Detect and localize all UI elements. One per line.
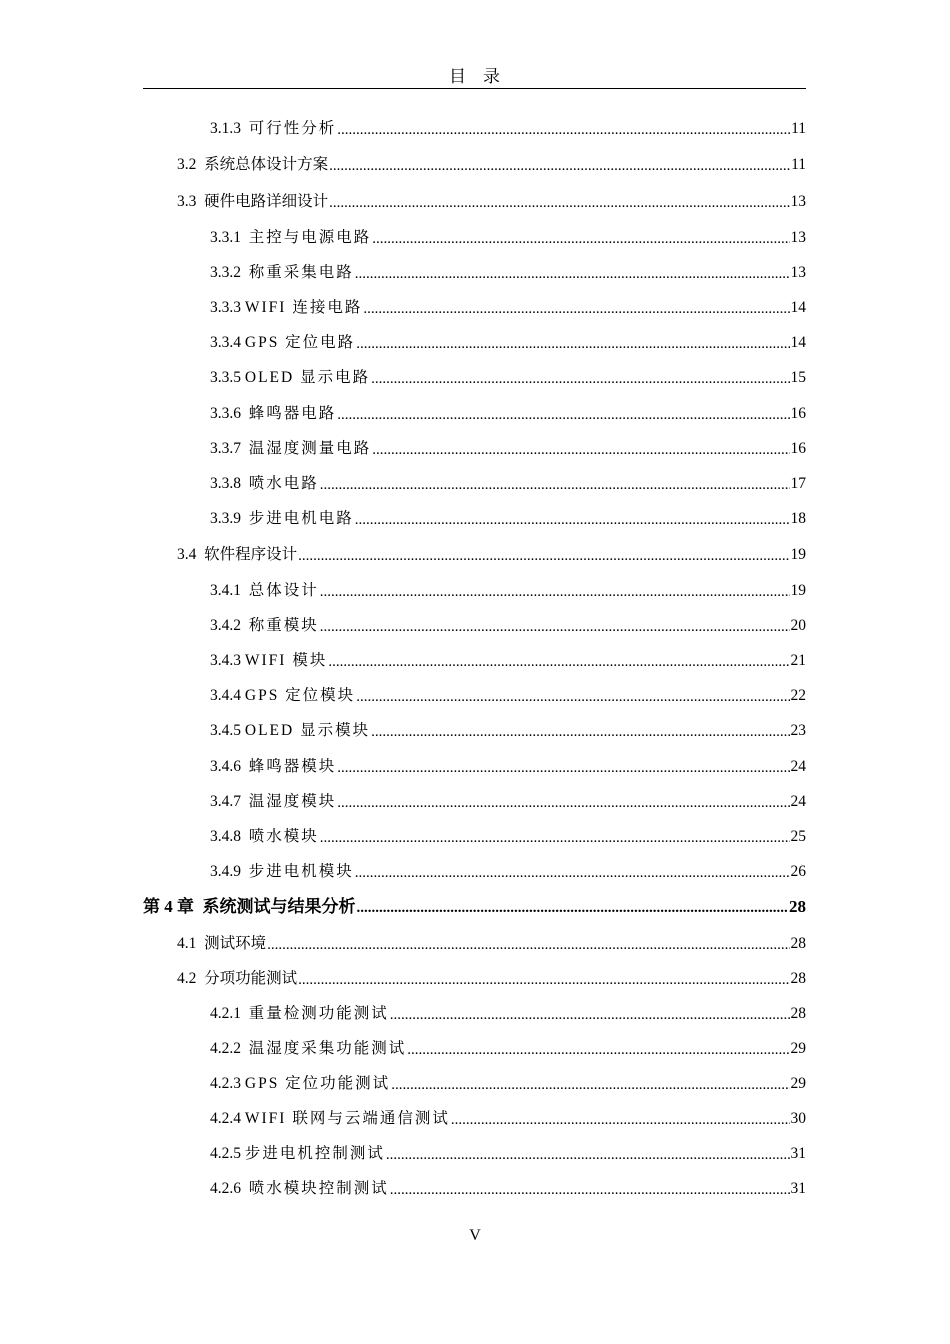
toc-entry-page: 28	[789, 897, 806, 916]
toc-entry-page: 22	[790, 687, 806, 704]
dot-leader	[356, 686, 789, 706]
dot-leader	[337, 119, 790, 139]
toc-entry-title: 软件程序设计	[204, 546, 298, 563]
toc-entry-number: 3.4.4	[210, 687, 241, 704]
toc-entry-page: 23	[790, 722, 806, 739]
toc-entry-number: 3.3	[177, 193, 197, 210]
toc-entry-title: 步进电机模块	[248, 863, 354, 880]
toc-entry-title: WIFI 模块	[244, 652, 328, 669]
toc-entry[interactable]	[210, 719, 806, 741]
toc-entry[interactable]	[210, 684, 806, 706]
toc-entry-title: 主控与电源电路	[248, 229, 372, 246]
toc-entry-number: 3.4.1	[210, 582, 241, 599]
toc-entry-number: 3.2	[177, 156, 197, 173]
toc-entry-page: 16	[790, 405, 806, 422]
dot-leader	[390, 1179, 790, 1199]
toc-entry[interactable]	[177, 543, 806, 565]
toc-entry-title: 温湿度采集功能测试	[248, 1040, 407, 1057]
dot-leader	[355, 509, 790, 529]
toc-entry-page: 13	[790, 264, 806, 281]
toc-entry-page: 16	[790, 440, 806, 457]
toc-entry-title: GPS 定位电路	[244, 334, 356, 351]
toc-entry[interactable]	[210, 1177, 806, 1199]
toc-entry-number: 4.2.2	[210, 1040, 241, 1057]
dot-leader	[451, 1109, 790, 1129]
toc-entry-page: 14	[790, 334, 806, 351]
toc-entry-title: 步进电机控制测试	[244, 1145, 385, 1162]
dot-leader	[371, 721, 789, 741]
toc-entry-number: 3.3.7	[210, 440, 241, 457]
toc-entry-title: 测试环境	[204, 935, 267, 952]
toc-entry-page: 31	[790, 1145, 806, 1162]
toc-entry[interactable]	[210, 366, 806, 388]
dot-leader	[363, 298, 789, 318]
dot-leader	[328, 651, 789, 671]
toc-entry-title: 蜂鸣器电路	[248, 405, 337, 422]
toc-entry-number: 4.2.5	[210, 1145, 241, 1162]
toc-entry-number: 4.2	[177, 970, 197, 987]
toc-entry-title: 称重模块	[248, 617, 319, 634]
toc-entry-title: 硬件电路详细设计	[204, 193, 329, 210]
dot-leader	[371, 368, 789, 388]
toc-entry-page: 13	[790, 193, 806, 210]
toc-entry-number: 3.3.4	[210, 334, 241, 351]
toc-entry-title: WIFI 连接电路	[244, 299, 363, 316]
toc-entry[interactable]	[210, 1142, 806, 1164]
toc-entry-number: 3.4.8	[210, 828, 241, 845]
toc-entry-page: 21	[790, 652, 806, 669]
toc-entry[interactable]	[210, 226, 806, 248]
dot-leader	[372, 439, 789, 459]
toc-entry-page: 29	[790, 1075, 806, 1092]
toc-entry-page: 24	[790, 793, 806, 810]
toc-entry-title: OLED 显示模块	[244, 722, 371, 739]
toc-entry[interactable]	[177, 932, 806, 954]
toc-entry-number: 3.3.5	[210, 369, 241, 386]
dot-leader	[320, 581, 790, 601]
page-footer	[0, 1226, 950, 1246]
dot-leader	[386, 1144, 790, 1164]
toc-entry[interactable]	[210, 825, 806, 847]
toc-entry-title: 温湿度模块	[248, 793, 337, 810]
toc-entry-number: 4.2.1	[210, 1005, 241, 1022]
toc-entry-title: 喷水模块	[248, 828, 319, 845]
toc-entry-number: 3.4	[177, 546, 197, 563]
toc-entry-title: 喷水电路	[248, 475, 319, 492]
dot-leader	[407, 1039, 789, 1059]
toc-entry-title: WIFI 联网与云端通信测试	[244, 1110, 450, 1127]
toc-entry[interactable]	[177, 967, 806, 989]
toc-entry[interactable]	[210, 860, 806, 882]
toc-entry[interactable]	[210, 261, 806, 283]
toc-entry-title: 温湿度测量电路	[248, 440, 372, 457]
dot-leader	[337, 792, 789, 812]
dot-leader	[329, 192, 789, 212]
header-title: 目 录	[449, 67, 500, 86]
toc-entry-number: 4.1	[177, 935, 197, 952]
toc-entry-title: 系统测试与结果分析	[202, 897, 356, 916]
toc-entry-page: 19	[790, 582, 806, 599]
dot-leader	[337, 757, 789, 777]
dot-leader	[356, 333, 789, 353]
toc-entry[interactable]	[210, 579, 806, 601]
toc-entry[interactable]	[210, 1037, 806, 1059]
toc-entry-page: 19	[790, 546, 806, 563]
toc-entry-number: 3.4.3	[210, 652, 241, 669]
toc-entry-number: 3.4.2	[210, 617, 241, 634]
toc-entry[interactable]	[210, 472, 806, 494]
toc-entry-number: 3.4.5	[210, 722, 241, 739]
toc-entry[interactable]	[210, 755, 806, 777]
toc-entry-number: 3.1.3	[210, 120, 241, 137]
dot-leader	[390, 1004, 790, 1024]
toc-entry-title: 蜂鸣器模块	[248, 758, 337, 775]
dot-leader	[298, 545, 789, 565]
dot-leader	[267, 934, 789, 954]
toc-entry-number: 3.3.1	[210, 229, 241, 246]
toc-entry[interactable]	[210, 296, 806, 318]
toc-entry-title: OLED 显示电路	[244, 369, 371, 386]
toc-entry-page: 15	[790, 369, 806, 386]
toc-entry[interactable]	[210, 437, 806, 459]
toc-entry-number: 4.2.4	[210, 1110, 241, 1127]
toc-entry-number: 3.4.7	[210, 793, 241, 810]
toc-entry-page: 11	[791, 120, 806, 137]
toc-chapter-entry[interactable]	[143, 895, 806, 917]
toc-entry-title: 重量检测功能测试	[248, 1005, 389, 1022]
toc-entry-page: 25	[790, 828, 806, 845]
toc-entry-title: 分项功能测试	[204, 970, 298, 987]
toc-entry-title: 步进电机电路	[248, 510, 354, 527]
toc-entry[interactable]	[210, 790, 806, 812]
toc-entry-number: 3.4.9	[210, 863, 241, 880]
toc-entry-title: 总体设计	[248, 582, 319, 599]
dot-leader	[355, 862, 790, 882]
toc-entry-page: 31	[790, 1180, 806, 1197]
toc-entry[interactable]	[210, 331, 806, 353]
dot-leader	[372, 228, 789, 248]
toc-entry-page: 13	[790, 229, 806, 246]
toc-entry-number: 第 4 章	[143, 897, 194, 916]
toc-entry[interactable]	[210, 1002, 806, 1024]
toc-entry-number: 4.2.3	[210, 1075, 241, 1092]
toc-entry-title: GPS 定位模块	[244, 687, 356, 704]
dot-leader	[320, 474, 790, 494]
toc-entry-title: GPS 定位功能测试	[244, 1075, 391, 1092]
toc-entry[interactable]	[210, 1072, 806, 1094]
toc-entry-page: 18	[790, 510, 806, 527]
toc-entry-number: 3.3.6	[210, 405, 241, 422]
dot-leader	[320, 827, 790, 847]
toc-entry[interactable]	[177, 153, 806, 175]
toc-entry-page: 28	[790, 970, 806, 987]
toc-entry-number: 3.4.6	[210, 758, 241, 775]
toc-entry-number: 3.3.2	[210, 264, 241, 281]
toc-entry-page: 30	[790, 1110, 806, 1127]
dot-leader	[298, 969, 789, 989]
toc-entry[interactable]	[210, 507, 806, 529]
dot-leader	[355, 263, 790, 283]
toc-entry[interactable]	[210, 1107, 806, 1129]
dot-leader	[337, 404, 789, 424]
dot-leader	[320, 616, 790, 636]
toc-entry-page: 17	[790, 475, 806, 492]
toc-entry[interactable]	[210, 402, 806, 424]
toc-entry-title: 称重采集电路	[248, 264, 354, 281]
toc-entry-page: 26	[790, 863, 806, 880]
toc-entry-number: 3.3.8	[210, 475, 241, 492]
toc-entry[interactable]	[210, 614, 806, 636]
page-number: V	[469, 1227, 481, 1244]
toc-entry-page: 28	[790, 1005, 806, 1022]
toc-entry[interactable]	[210, 117, 806, 139]
toc-entry-title: 喷水模块控制测试	[248, 1180, 389, 1197]
toc-entry[interactable]	[210, 649, 806, 671]
toc-entry[interactable]	[177, 190, 806, 212]
dot-leader	[391, 1074, 789, 1094]
toc-entry-title: 可行性分析	[248, 120, 337, 137]
toc-entry-page: 11	[791, 156, 806, 173]
toc-entry-number: 3.3.3	[210, 299, 241, 316]
toc-entry-page: 29	[790, 1040, 806, 1057]
dot-leader	[357, 897, 789, 917]
toc-entry-number: 4.2.6	[210, 1180, 241, 1197]
dot-leader	[329, 155, 790, 175]
toc-entry-number: 3.3.9	[210, 510, 241, 527]
toc-entry-title: 系统总体设计方案	[204, 156, 329, 173]
toc-entry-page: 28	[790, 935, 806, 952]
toc-entry-page: 14	[790, 299, 806, 316]
toc-entry-page: 24	[790, 758, 806, 775]
toc-entry-page: 20	[790, 617, 806, 634]
